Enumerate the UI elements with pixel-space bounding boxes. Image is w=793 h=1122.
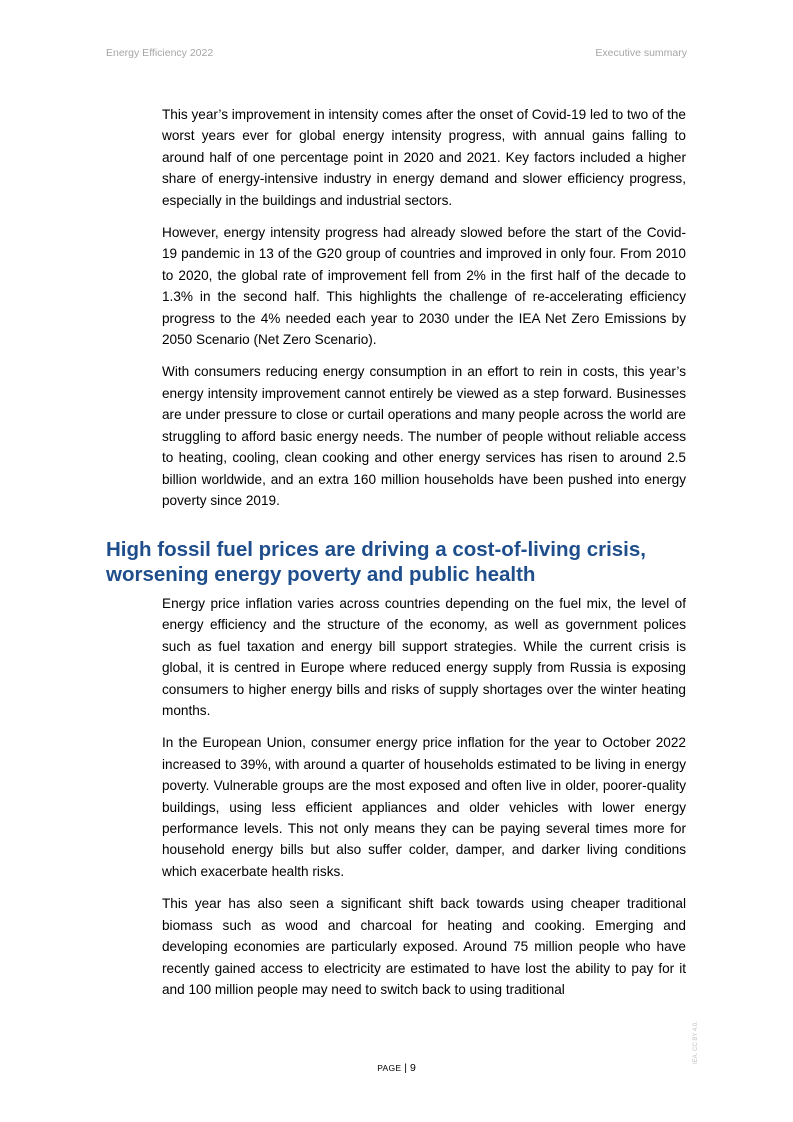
license-mark: IEA. CC BY 4.0.	[693, 1021, 699, 1064]
paragraph: Energy price inflation varies across countries depending on the fuel mix, the level of energy efficiency and the structure of the economy, as well as government polices such as fuel taxation and energy bill support strategies. While the current crisis is global, it is centred in Europe where reduced energy supply from Russia is exposing consumers to higher energy bills and risks of supply shortages over the winter heating months.	[162, 596, 686, 719]
paragraph: This year has also seen a significant shift back towards using cheaper traditional biomass such as wood and charcoal for heating and cooking. Emerging and developing economies are particularly exposed. Around 75 million people who have recently gained access to electricity are estimated to have lost the ability to pay for it and 100 million people may need to switch back to using traditional	[162, 896, 686, 997]
section-text	[162, 593, 686, 1000]
section-heading-line-2: worsening energy poverty and public health	[106, 563, 536, 586]
paragraph: This year’s improvement in intensity comes after the onset of Covid-19 led to two of the worst years ever for global energy intensity progress, with annual gains falling to around half of one percentage point in 2020 and 2021. Key factors included a higher share of energy-intensive industry in energy demand and slower efficiency progress, especially in the buildings and industrial sectors.	[162, 107, 686, 208]
paragraph: In the European Union, consumer energy price inflation for the year to October 2022 increased to 39%, with around a quarter of households estimated to be living in energy poverty. Vulnerable groups are the most exposed and often live in older, poorer-quality buildings, using less efficient appliances and older vehicles with lower energy performance levels. This not only means they can be paying several times more for household energy bills but also suffer colder, damper, and darker living conditions which exacerbate health risks.	[162, 735, 686, 879]
page-separator: |	[401, 1062, 410, 1074]
intro-text	[162, 104, 686, 511]
section-heading	[106, 537, 706, 587]
page-number: 9	[409, 1062, 416, 1074]
chapter-title: Executive summary	[595, 47, 687, 59]
section-heading-line-1: High fossil fuel prices are driving a cost-of-living crisis,	[106, 538, 646, 561]
report-title: Energy Efficiency 2022	[106, 47, 214, 59]
paragraph: With consumers reducing energy consumption in an effort to rein in costs, this year’s energy intensity improvement cannot entirely be viewed as a step forward. Businesses are under pressure to close or curtail operations and many people across the world are struggling to afford basic energy needs. The number of people without reliable access to heating, cooling, clean cooking and other energy services has risen to around 2.5 billion worldwide, and an extra 160 million households have been pushed into energy poverty since 2019.	[162, 364, 686, 508]
page-footer	[0, 1062, 793, 1074]
paragraph: However, energy intensity progress had already slowed before the start of the Covid-19 pandemic in 13 of the G20 group of countries and improved in only four. From 2010 to 2020, the global rate of improvement fell from 2% in the first half of the decade to 1.3% in the second half. This highlights the challenge of re-accelerating efficiency progress to the 4% needed each year to 2030 under the IEA Net Zero Emissions by 2050 Scenario (Net Zero Scenario).	[162, 225, 686, 348]
page-label: PAGE	[377, 1063, 402, 1073]
